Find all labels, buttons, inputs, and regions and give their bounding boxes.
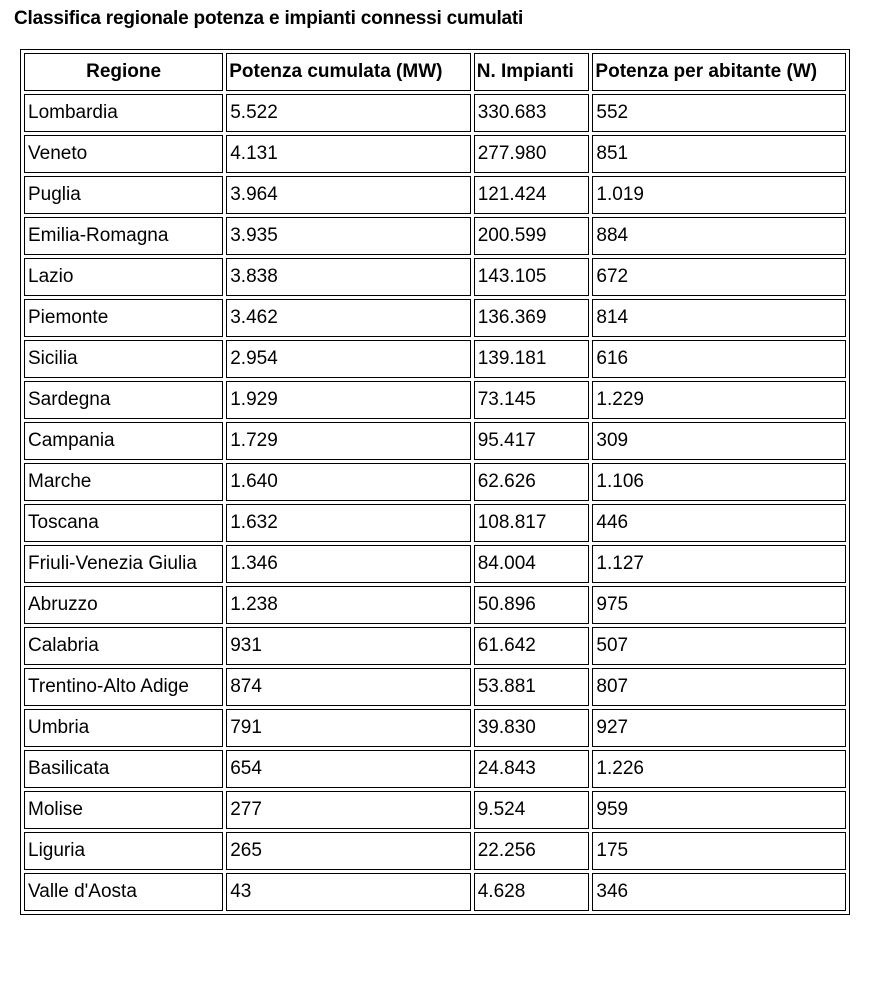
cell-n-impianti: 61.642 (474, 627, 590, 665)
cell-potenza-cumulata: 1.729 (226, 422, 471, 460)
table-row (24, 135, 846, 173)
table-row (24, 422, 846, 460)
cell-potenza-cumulata: 1.929 (226, 381, 471, 419)
cell-regione: Sardegna (24, 381, 223, 419)
cell-potenza-per-abitante: 884 (592, 217, 846, 255)
cell-potenza-per-abitante: 672 (592, 258, 846, 296)
cell-potenza-cumulata: 1.346 (226, 545, 471, 583)
cell-n-impianti: 121.424 (474, 176, 590, 214)
cell-regione: Friuli-Venezia Giulia (24, 545, 223, 583)
table-row (24, 709, 846, 747)
cell-potenza-per-abitante: 175 (592, 832, 846, 870)
cell-potenza-cumulata: 931 (226, 627, 471, 665)
cell-potenza-cumulata: 43 (226, 873, 471, 911)
cell-regione: Liguria (24, 832, 223, 870)
cell-n-impianti: 330.683 (474, 94, 590, 132)
cell-potenza-per-abitante: 446 (592, 504, 846, 542)
cell-regione: Piemonte (24, 299, 223, 337)
cell-potenza-cumulata: 654 (226, 750, 471, 788)
cell-potenza-cumulata: 874 (226, 668, 471, 706)
header-potenza-per-abitante: Potenza per abitante (W) (592, 53, 846, 91)
cell-n-impianti: 9.524 (474, 791, 590, 829)
cell-potenza-per-abitante: 927 (592, 709, 846, 747)
cell-regione: Valle d'Aosta (24, 873, 223, 911)
cell-potenza-per-abitante: 616 (592, 340, 846, 378)
cell-n-impianti: 84.004 (474, 545, 590, 583)
cell-potenza-cumulata: 791 (226, 709, 471, 747)
cell-potenza-per-abitante: 1.019 (592, 176, 846, 214)
table-row (24, 463, 846, 501)
cell-regione: Emilia-Romagna (24, 217, 223, 255)
cell-n-impianti: 277.980 (474, 135, 590, 173)
table-row (24, 176, 846, 214)
cell-n-impianti: 200.599 (474, 217, 590, 255)
cell-potenza-cumulata: 5.522 (226, 94, 471, 132)
cell-regione: Puglia (24, 176, 223, 214)
table-row (24, 504, 846, 542)
table-body (24, 94, 846, 911)
cell-potenza-per-abitante: 507 (592, 627, 846, 665)
table-row (24, 217, 846, 255)
cell-potenza-cumulata: 3.838 (226, 258, 471, 296)
cell-potenza-cumulata: 3.935 (226, 217, 471, 255)
cell-regione: Basilicata (24, 750, 223, 788)
cell-potenza-per-abitante: 309 (592, 422, 846, 460)
table-row (24, 750, 846, 788)
cell-potenza-cumulata: 2.954 (226, 340, 471, 378)
cell-potenza-per-abitante: 1.106 (592, 463, 846, 501)
cell-potenza-per-abitante: 552 (592, 94, 846, 132)
cell-regione: Calabria (24, 627, 223, 665)
cell-n-impianti: 62.626 (474, 463, 590, 501)
cell-potenza-cumulata: 277 (226, 791, 471, 829)
cell-n-impianti: 95.417 (474, 422, 590, 460)
cell-n-impianti: 50.896 (474, 586, 590, 624)
cell-n-impianti: 139.181 (474, 340, 590, 378)
page-title: Classifica regionale potenza e impianti connessi cumulati (14, 8, 524, 29)
table-row (24, 340, 846, 378)
cell-n-impianti: 108.817 (474, 504, 590, 542)
cell-potenza-per-abitante: 1.127 (592, 545, 846, 583)
cell-n-impianti: 24.843 (474, 750, 590, 788)
table-row (24, 586, 846, 624)
cell-regione: Sicilia (24, 340, 223, 378)
header-n-impianti: N. Impianti (474, 53, 590, 91)
cell-regione: Lazio (24, 258, 223, 296)
cell-regione: Veneto (24, 135, 223, 173)
cell-potenza-cumulata: 265 (226, 832, 471, 870)
cell-potenza-per-abitante: 814 (592, 299, 846, 337)
cell-regione: Umbria (24, 709, 223, 747)
table-row (24, 627, 846, 665)
header-potenza-cumulata: Potenza cumulata (MW) (226, 53, 471, 91)
cell-potenza-per-abitante: 851 (592, 135, 846, 173)
table-row (24, 545, 846, 583)
cell-n-impianti: 4.628 (474, 873, 590, 911)
table-row (24, 832, 846, 870)
cell-potenza-per-abitante: 959 (592, 791, 846, 829)
table-row (24, 873, 846, 911)
cell-regione: Marche (24, 463, 223, 501)
cell-potenza-per-abitante: 975 (592, 586, 846, 624)
table-row (24, 791, 846, 829)
cell-potenza-per-abitante: 807 (592, 668, 846, 706)
table-row (24, 258, 846, 296)
cell-potenza-cumulata: 1.640 (226, 463, 471, 501)
table-row (24, 381, 846, 419)
cell-regione: Toscana (24, 504, 223, 542)
region-ranking-table (20, 49, 850, 915)
cell-potenza-per-abitante: 346 (592, 873, 846, 911)
cell-regione: Lombardia (24, 94, 223, 132)
table-header-row (24, 53, 846, 91)
cell-potenza-cumulata: 1.632 (226, 504, 471, 542)
cell-n-impianti: 53.881 (474, 668, 590, 706)
cell-regione: Campania (24, 422, 223, 460)
cell-regione: Molise (24, 791, 223, 829)
cell-potenza-cumulata: 4.131 (226, 135, 471, 173)
cell-n-impianti: 136.369 (474, 299, 590, 337)
region-table-container (20, 49, 850, 915)
cell-n-impianti: 22.256 (474, 832, 590, 870)
table-row (24, 299, 846, 337)
cell-n-impianti: 143.105 (474, 258, 590, 296)
cell-potenza-cumulata: 1.238 (226, 586, 471, 624)
cell-n-impianti: 39.830 (474, 709, 590, 747)
cell-n-impianti: 73.145 (474, 381, 590, 419)
cell-regione: Abruzzo (24, 586, 223, 624)
cell-regione: Trentino-Alto Adige (24, 668, 223, 706)
cell-potenza-cumulata: 3.462 (226, 299, 471, 337)
table-row (24, 94, 846, 132)
header-regione: Regione (24, 53, 223, 91)
cell-potenza-cumulata: 3.964 (226, 176, 471, 214)
cell-potenza-per-abitante: 1.229 (592, 381, 846, 419)
table-row (24, 668, 846, 706)
cell-potenza-per-abitante: 1.226 (592, 750, 846, 788)
